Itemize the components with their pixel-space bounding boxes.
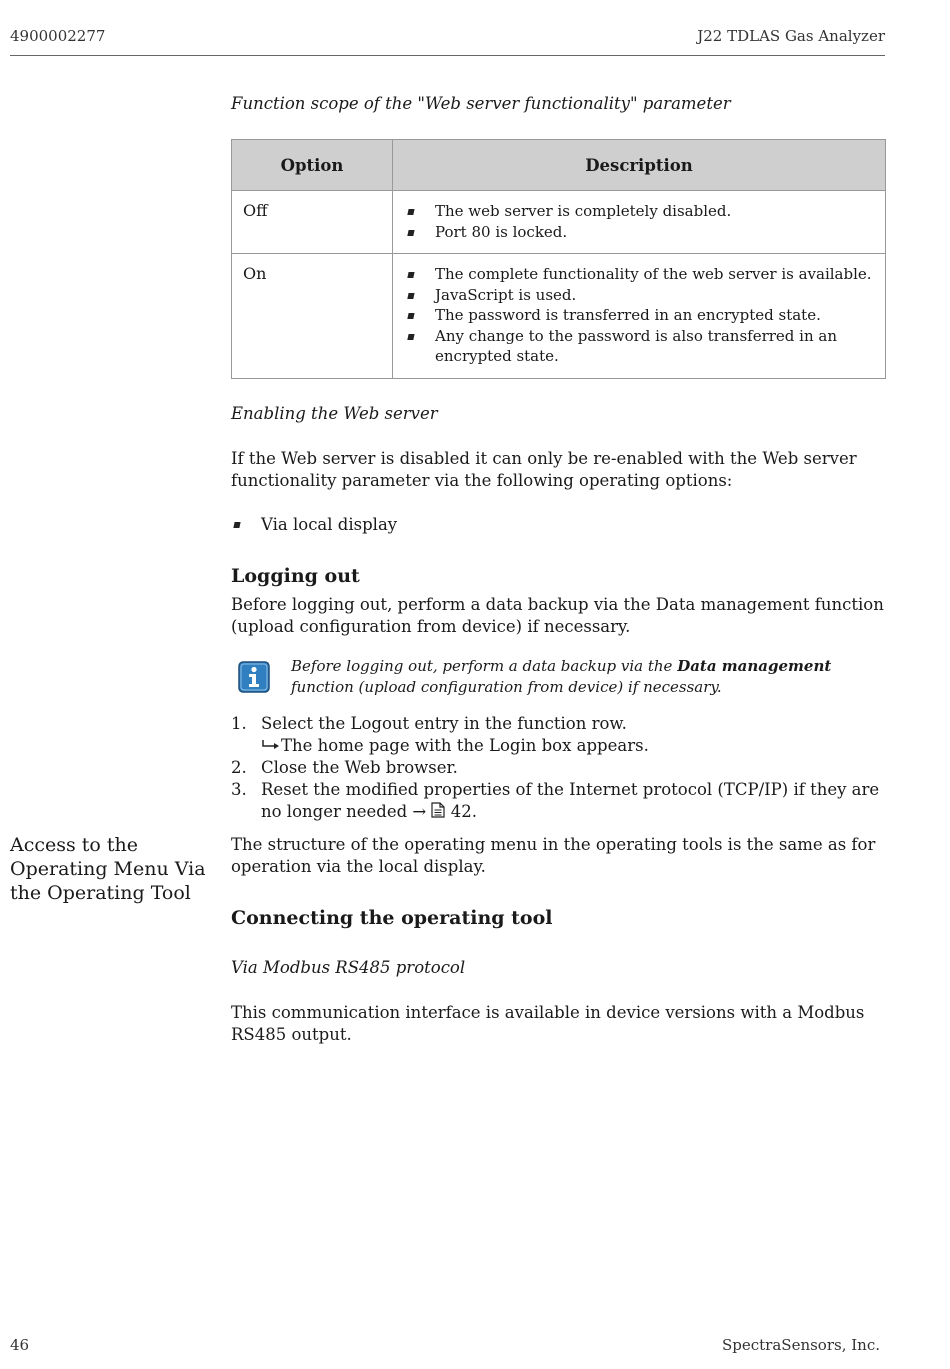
connecting-heading: Connecting the operating tool — [231, 907, 553, 929]
description-list — [404, 201, 874, 242]
step-result — [261, 735, 649, 757]
company-name: SpectraSensors, Inc. — [722, 1336, 880, 1354]
option-cell: On — [232, 254, 393, 379]
info-note — [291, 656, 886, 697]
step-text: Reset the modified properties of the Internet protocol (TCP/IP) if they are no longer needed — [261, 780, 880, 821]
option-cell: Off — [232, 191, 393, 254]
access-text: The structure of the operating menu in the operating tools is the same as for operation via the local display. — [231, 835, 876, 876]
logging-out-heading: Logging out — [231, 565, 360, 587]
info-icon — [238, 661, 270, 693]
options-table-wrapper — [231, 139, 886, 379]
bullet-icon — [233, 522, 240, 528]
side-section-title: Access to the Operating Menu Via the Operating Tool — [10, 834, 206, 904]
table-caption: Function scope of the "Web server functionality" parameter — [231, 94, 731, 113]
enabling-text: If the Web server is disabled it can only be re-enabled with the Web server functionality parameter via the following operating options: — [231, 449, 857, 490]
operating-option-item — [231, 514, 886, 536]
enabling-heading: Enabling the Web server — [231, 404, 438, 423]
table-header-row — [232, 140, 886, 191]
description-cell — [393, 191, 886, 254]
step-text: Close the Web browser. — [261, 758, 458, 777]
step-item — [231, 713, 886, 757]
step-text: Select the Logout entry in the function row. — [261, 714, 627, 733]
list-item: Any change to the password is also transferred in an encrypted state. — [404, 326, 874, 367]
list-item: The complete functionality of the web server is available. — [404, 264, 874, 285]
note-text-start: Before logging out, perform a data backup via the — [291, 657, 678, 675]
logging-out-text: Before logging out, perform a data backup via the Data management function (upload configuration from device) if necessary. — [231, 595, 884, 636]
page-number: 46 — [10, 1336, 30, 1354]
document-number: 4900002277 — [10, 27, 106, 45]
table-row — [232, 191, 886, 254]
note-text-bold: Data management — [677, 657, 832, 675]
operating-option-label: Via local display — [261, 515, 398, 534]
arrow-right-icon: → — [412, 802, 427, 821]
page-reference-icon — [431, 802, 445, 818]
note-text-end: function (upload configuration from device) if necessary. — [291, 677, 722, 696]
column-header-description: Description — [393, 140, 886, 191]
step-number: 3. — [231, 780, 247, 799]
column-header-option: Option — [232, 140, 393, 191]
list-item: JavaScript is used. — [404, 285, 874, 306]
logout-steps — [231, 713, 886, 823]
description-cell — [393, 254, 886, 379]
document-title: J22 TDLAS Gas Analyzer — [697, 27, 885, 45]
result-arrow-icon — [261, 739, 281, 751]
modbus-heading: Via Modbus RS485 protocol — [231, 958, 466, 977]
step-item — [231, 757, 886, 779]
step-number: 2. — [231, 758, 247, 777]
list-item: The web server is completely disabled. — [404, 201, 874, 222]
options-table — [231, 139, 886, 379]
step-number: 1. — [231, 714, 247, 733]
table-row — [232, 254, 886, 379]
description-list — [404, 264, 874, 367]
step-result-text: The home page with the Login box appears. — [281, 736, 649, 755]
step-item — [231, 779, 886, 823]
modbus-text: This communication interface is available in device versions with a Modbus RS485 output. — [231, 1003, 865, 1044]
header-divider — [10, 55, 885, 56]
list-item: The password is transferred in an encrypted state. — [404, 305, 874, 326]
page-reference[interactable]: 42. — [450, 802, 477, 821]
list-item: Port 80 is locked. — [404, 222, 874, 243]
